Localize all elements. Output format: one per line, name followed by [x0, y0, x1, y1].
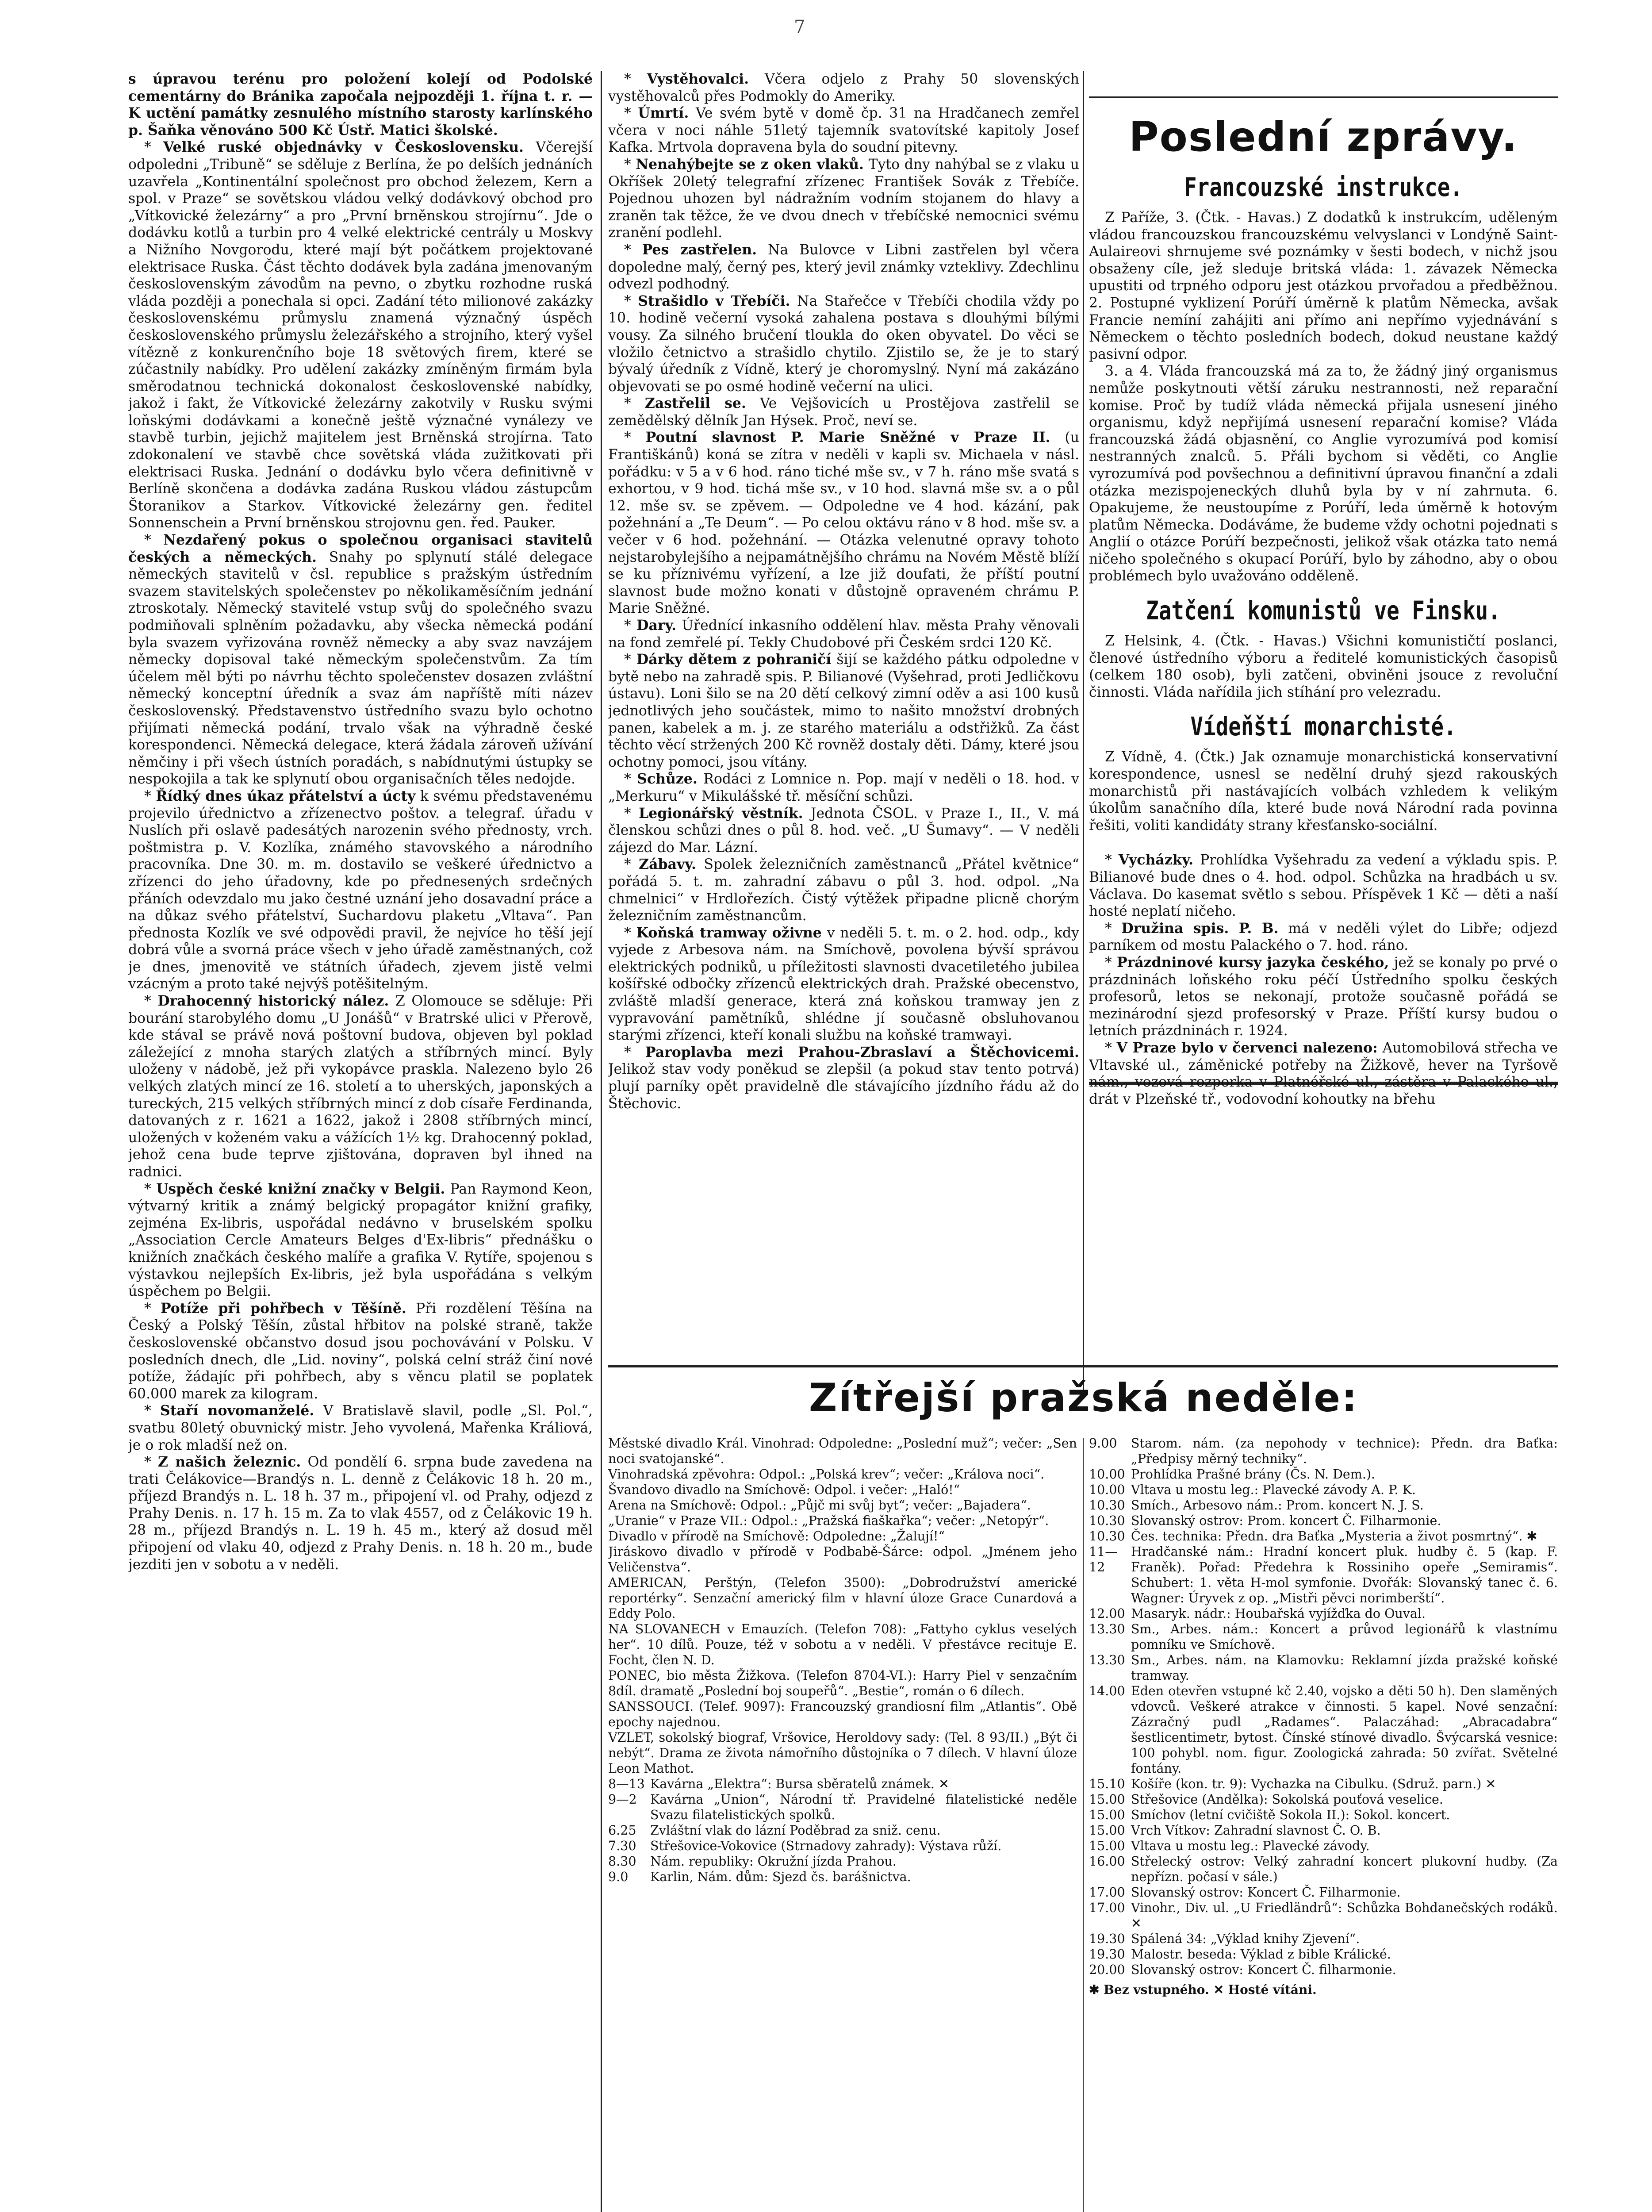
schedule-text: PONEC, bio města Žižkova. (Telefon 8704-VI.): Harry Piel v senzačním 8díl. dramatě „Poslední boj soupeřů“. „Bestie“, román o 6 dílech.	[608, 1668, 1077, 1698]
bullet-marker: *	[144, 139, 164, 156]
schedule-time: 17.00	[1089, 1901, 1125, 1915]
article-title: Nezdařený pokus o společnou organisaci stavitelů českých a německých.	[128, 532, 593, 565]
article-title: Poutní slavnost P. Marie Sněžné v Praze II.	[645, 429, 1050, 446]
schedule-text: Nám. republiky: Okružní jízda Prahou.	[650, 1854, 897, 1869]
schedule-text: Smíchov (letní cvičiště Sokola II.): Sokol. koncert.	[1131, 1808, 1450, 1822]
schedule-text: Masaryk. nádr.: Houbařská vyjížďka do Ouval.	[1131, 1606, 1426, 1621]
article	[128, 532, 593, 788]
schedule-row	[1089, 1931, 1558, 1947]
bullet-marker: *	[144, 1454, 158, 1471]
article	[608, 856, 1079, 924]
schedule-text: Městské divadlo Král. Vinohrad: Odpoledne: „Poslední muž“; večer: „Sen noci svatojanské“.	[608, 1436, 1077, 1466]
article-title: Legionářský věstník.	[639, 805, 803, 822]
bullet-marker: *	[1105, 954, 1117, 971]
schedule-row	[1089, 1436, 1558, 1467]
article-text: Z Helsink, 4. (Čtk. - Havas.) Všichni komunističtí poslanci, členové ústředního výboru a ředitelé komunistických časopisů (celkem 180 osob), byli zatčeni, obviněni jsouce z revoluční činnosti. Vláda nařídila jich stíhání pro velezradu.	[1089, 633, 1558, 700]
schedule-text: Vltava u mostu leg.: Plavecké závody A. P. K.	[1131, 1482, 1416, 1497]
article-title: Pes zastřelen.	[642, 241, 757, 258]
article	[1089, 954, 1558, 1040]
column-2	[608, 71, 1079, 1429]
article-text: Z Olomouce se sděluje: Při bourání starobylého domu „U Jonášů“ v Bratrské ulici v Přerově, kde stával se právě nová poštovní budova, objeven byl poklad záležející z mnoha starých zlatých a stříbrných mincí. Byly uloženy v nádobě, jež při vykopávce praskla. Nalezeno bylo 26 velkých zlatých mincí ze 16. století a to uherských, japonských a tureckých, 215 velkých stříbrných mincí z dob císaře Ferdinanda, datovaných z r. 1621 a 1622, jakož i 2808 stříbrných mincí, uložených v koženém vaku a vážících 1½ kg. Drahocenný poklad, jehož cena bude teprve zjištována, dopraven byl ihned na radnici.	[128, 993, 593, 1180]
schedule-time: 19.30	[1089, 1932, 1125, 1946]
article-title: Vycházky.	[1118, 852, 1194, 868]
article	[128, 1402, 593, 1454]
schedule-row	[608, 1544, 1077, 1575]
schedule-right-list	[1089, 1436, 1558, 2212]
article-title: Zábavy.	[639, 856, 696, 873]
article	[1089, 633, 1558, 701]
schedule-time: 7.30	[608, 1839, 636, 1853]
article-text: s úpravou terénu pro položení kolejí od Podolské cementárny do Bránika započala nejpozději 1. října t. r. — K uctění památky zesnulého místního starosty karlínského p. Šaňka věnováno 500 Kč Ústř. Matici školské.	[128, 71, 593, 138]
schedule-time: 8—13	[608, 1777, 645, 1791]
schedule-row	[1089, 1528, 1558, 1544]
article	[128, 1454, 593, 1573]
local-notices	[1089, 852, 1558, 1108]
bullet-marker: *	[144, 788, 156, 804]
schedule-time: 15.00	[1089, 1808, 1125, 1822]
article	[1089, 920, 1558, 954]
article	[608, 293, 1079, 396]
schedule-text: Divadlo v přírodě na Smíchově: Odpoledne: „Žalují!“	[608, 1529, 945, 1544]
article-text: Při rozdělení Těšína na Český a Polský Těšín, zůstal hřbitov na polské straně, takže československé občanstvo dosud jsou pochovávání v Polsku. V posledních dnech, dle „Lid. noviny“, polská celní stráž činí nové potíže, žádajíc při pohřbech, aby s věncu platil se poplatek 60.000 marek za kilogram.	[128, 1300, 593, 1402]
schedule-text: Vinohradská zpěvohra: Odpol.: „Polská krev“; večer: „Králova noci“.	[608, 1467, 1045, 1482]
article-text: Na Bulovce v Libni zastřelen byl včera dopoledne malý, černý pes, který jevil známky vzteklivy. Zdechlinu odvezl podhodný.	[608, 242, 1079, 292]
schedule-text: Karlin, Nám. dům: Sjezd čs. barášnictva.	[650, 1870, 911, 1884]
column-rule-2	[1083, 71, 1084, 1394]
article	[128, 139, 593, 532]
schedule-text: Košíře (kon. tr. 9): Vychazka na Cibulku. (Sdruž. parn.) ✕	[1131, 1777, 1496, 1791]
article	[128, 1300, 593, 1403]
schedule-row	[1089, 1962, 1558, 1978]
schedule-row	[1089, 1900, 1558, 1931]
article-text: Z Vídně, 4. (Čtk.) Jak oznamuje monarchistická konservativní korespondence, usnesl se nedělní druhý sjezd rakouských monarchistů při nastávajících volbách vzhledem k velikým úkolům sanačního díla, které bude nová Národní rada povinna řešiti, voliti kandidáty strany křesťansko-sociální.	[1089, 749, 1558, 833]
article-title: Schůze.	[637, 771, 698, 787]
article-text: Pan Raymond Keon, výtvarný kritik a známý belgický propagátor knižní grafiky, zejména Ex-libris, uspořádal nedávno v bruselském spolku „Association Cercle Amateurs Belges d'Ex-libris“ přednášku o knižních značkách českého malíře a grafika V. Rytíře, spojenou s výstavkou nejlepších Ex-libris, jež byla uspořádána s velkým úspěchem po Belgii.	[128, 1181, 593, 1300]
schedule-time: 10.30	[1089, 1498, 1125, 1513]
schedule-row	[1089, 1482, 1558, 1498]
bullet-marker: *	[624, 805, 639, 822]
article-text: Automobilová střecha ve Vltavské ul., záměnické potřeby na Žižkově, hever na Tyršově nám., vozová rozporka v Platnéřské ul., zástěra v Palackého ul., drát v Plzeňské tř., vodovodní kohoutky na břehu	[1089, 1040, 1558, 1107]
schedule-row	[608, 1869, 1077, 1885]
section-heading: Zatčení komunistů ve Finsku.	[1146, 595, 1501, 626]
schedule-text: Malostr. beseda: Výklad z bible Králické.	[1131, 1947, 1391, 1962]
schedule-time: 9—2	[608, 1792, 637, 1807]
schedule-text: Střešovice-Vokovice (Strnadovy zahrady): Výstava růží.	[650, 1839, 1002, 1853]
schedule-text: Jiráskovo divadlo v přírodě v Podbabě-Šárce: odpol. „Jménem jeho Veličenstva“.	[608, 1544, 1077, 1575]
schedule-text: NA SLOVANECH v Emauzích. (Telefon 708): „Fattyho cyklus veselých her“. 10 dílů. Pouze, též v sobotu a v neděli. V přestávce recituje E. Focht, člen N. D.	[608, 1622, 1077, 1667]
schedule-time: 11—12	[1089, 1544, 1118, 1575]
article-title: Úmrtí.	[638, 105, 689, 122]
article	[608, 156, 1079, 242]
schedule-row	[1089, 1776, 1558, 1792]
schedule-time: 13.30	[1089, 1622, 1125, 1636]
schedule-row	[1089, 1792, 1558, 1807]
schedule-row	[608, 1792, 1077, 1823]
article	[1089, 852, 1558, 920]
schedule-row	[608, 1467, 1077, 1482]
article-title: Vystěhovalci.	[647, 71, 749, 87]
article-title: Prázdninové kursy jazyka českého,	[1116, 954, 1389, 971]
article-title: Koňská tramway oživne	[636, 924, 822, 941]
article-title: Drahocenný historický nález.	[157, 993, 389, 1010]
article-text: Na Stařečce v Třebíči chodila vždy po 10. hodině večerní vysoká zahalena postava s dlouhými bílými vousy. Za silného bručení tloukla do oken obyvatel. Do věci se vložilo četnictvo a strašidlo chytilo. Zjistilo se, že je to starý bývalý úředník z Vídně, který je choromyslný. Nyní má zakázáno objevovati se po osmé hodině večerní na ulici.	[608, 293, 1079, 395]
schedule-time: 16.00	[1089, 1854, 1125, 1869]
article-text: V Bratislavě slavil, podle „Sl. Pol.“, svatbu 80letý obuvnický mistr. Jeho vyvolená, Mařenka Králiová, je o rok mladší než on.	[128, 1403, 593, 1453]
schedule-right-rows	[1089, 1436, 1558, 1978]
article-text: 3. a 4. Vláda francouzská má za to, že žádný jiný organismus nemůže poskytnouti větší záruku nestrannosti, než reparační komise. Proč by tudíž vláda německá přijala usnesení jiného organismu, když nepřijímá usnesení reparační komise? Vláda francouzská žádá objasnění, co Anglie vyrozumívá pod komisí nestranných znalců. 5. Přáli bychom si věděti, co Anglie vyrozumívá pod povšechnou a definitivní úpravou finanční a zdali otázka mezispojeneckých dluhů byla by v ní zahrnuta. 6. Opakujeme, že neustoupíme z Porúří, leda úměrně k hotovým platům Německa. Dodáváme, že budeme vždy ochotni pojednati s Anglií o otázce Porúří bezpečnosti, jelikož však otázka tato nemá ničeho společného s okupací Porúří, bylo by záhodno, aby o obou problémech bylo uvažováno odděleně.	[1089, 363, 1558, 584]
article-title: Nenahýbejte se z oken vlaků.	[636, 156, 864, 173]
schedule-row	[1089, 1838, 1558, 1854]
schedule-text: „Uranie“ v Praze VII.: Odpol.: „Pražská fiaškařka“; večer: „Netopýr“.	[608, 1513, 1049, 1528]
schedule-text: Slovanský ostrov: Koncert Č. filharmonie.	[1131, 1962, 1396, 1977]
schedule-time: 15.00	[1089, 1823, 1125, 1838]
schedule-row	[1089, 1854, 1558, 1885]
bullet-marker: *	[624, 1044, 645, 1060]
schedule-row	[608, 1668, 1077, 1699]
article	[1089, 363, 1558, 585]
schedule-time: 10.30	[1089, 1529, 1125, 1544]
schedule-text: Eden otevřen vstupné kč 2.40, vojsko a děti 50 h). Den slaměných vdovců. Veškeré atrakce v činnosti. 5 kapel. Nové senzační: Zázračný pudl „Radames“. Palaczáhad: „Abracadabra“ šestlicentimetr, bytost. Čínské stínové divadlo. Švýcarská vesnice: 100 pohybl. nom. figur. Zoologická zahrada: 50 zvířat. Světelné fontány.	[1131, 1684, 1558, 1776]
article	[608, 242, 1079, 293]
schedule-text: Slovanský ostrov: Prom. koncert Č. Filharmonie.	[1131, 1513, 1441, 1528]
article-text: šijí se každého pátku odpoledne v bytě nebo na zahradě spis. P. Bilianové (Vyšehrad, proti Jedličkovu ústavu). Loni šilo se na 20 dětí celkový zimní oděv a asi 100 kusů jednotlivých jeho součástek, mimo to našito množství drobných panen, kabelek a m. j. ze starého materiálu a odstřižků. Za část těchto věcí stržených 200 Kč rovněž dostaly děti. Dámy, které jsou ochotny pomoci, jsou vítány.	[608, 652, 1079, 770]
schedule-time: 19.30	[1089, 1947, 1125, 1962]
article-text: Z Paříže, 3. (Čtk. - Havas.) Z dodatků k instrukcím, uděleným vládou francouzskou francouzskému velvyslanci v Londýně Saint-Aulaireovi shrnujeme své poznámky v šesti bodech, v nichž jsou obsaženy cíle, jež sleduje britská vláda: 1. závazek Německa upustiti od trpného odporu jest otázkou prvořadou a předběžnou. 2. Postupné vyklizení Porúří úměrně k platům Německa, avšak Francie nemíní zahájiti ani přímo ani nepřímo vyjednávání s Německem o těchto posledních bodech, dokud neustane každý pasivní odpor.	[1089, 210, 1558, 362]
article-text: Úřednící inkasního oddělení hlav. města Prahy věnovali na fond zemřelé pí. Tekly Chudobové při Českém srdci 120 Kč.	[608, 618, 1079, 651]
bullet-marker: *	[144, 1403, 161, 1419]
schedule-row	[1089, 1513, 1558, 1528]
schedule-time: 9.0	[608, 1870, 629, 1884]
article-text: Snahy po splynutí stálé delegace německých stavitelů v čsl. republice s pražským ústředním svazem stavitelských společenstev po několikaměsíčním jednání ztroskotaly. Německý stavitelé vstup svůj do společného svazu podmiňovali splněním požadavku, aby všecka německá podání byla svazem vyřizována rovněž německy a aby svaz navzájem německy dopisoval také německým společenstvům. Za tím účelem měl býti po návrhu těchto společenstev dosazen zvláštní německý konceptní úředník a svaz ám napříště míti název československý. Představenstvo ústředního svazu bylo ochotno přijímati německá podání, trvalo však na výhradně české korespondenci. Německá delegace, která žádala zároveň užívání němčiny i při všech ústních poradách, s nabídnutými ústupky se nespokojila a tak ke splynutí obou organisačních těles nedojde.	[128, 549, 593, 787]
schedule-row	[1089, 1621, 1558, 1652]
article-text: jež se konaly po prvé o prázdninách loňského roku péčí Ústředního spolku českých profesorů, letos se nekonají, protože současně pořádá se mezinárodní sjezd profesorský v Praze. Příští kursy budou o letních prázdninách r. 1924.	[1089, 954, 1558, 1039]
schedule-text: SANSSOUCI. (Telef. 9097): Francouzský grandiosní film „Atlantis“. Obě epochy najednou.	[608, 1699, 1077, 1729]
schedule-text: Kavárna „Elektra“: Bursa sběratelů známek. ✕	[650, 1777, 949, 1791]
article	[1089, 749, 1558, 834]
schedule-row	[1089, 1498, 1558, 1513]
article-text: Jednota ČSOL. v Praze I., II., V. má členskou schůzi dnes o půl 8. hod. več. „U Šumavy“. — V neděli zájezd do Mar. Lázní.	[608, 805, 1079, 856]
article-title: V Praze bylo v červenci nalezeno:	[1116, 1039, 1378, 1056]
article-text: Tyto dny nahýbal se z vlaku u Okříšek 20letý telegrafní zřízenec František Sovák z Třebíče. Pojednou uhozen byl nádražním vodním stojanem do hlavy a zraněn tak těžce, že ve dvou dnech v třebíčské nemocnici svému zranění podlehl.	[608, 156, 1079, 241]
schedule-row	[1089, 1947, 1558, 1962]
bullet-marker: *	[624, 618, 637, 634]
bullet-marker: *	[624, 242, 642, 258]
article-text: (u Františkánů) koná se zítra v neděli v kapli sv. Michaela v násl. pořádku: v 5 a v 6 hod. ráno tiché mše sv., v 7 h. ráno mše svatá s exhortou, v 9 hod. tichá mše sv., v 10 hod. slavná mše sv. a o půl 12. mše sv. se zpěvem. — Odpoledne ve 4 hod. kázání, pak požehnání a „Te Deum“. — Po celou oktávu ráno v 8 hod. mše sv. a večer v 6 hod. požehnání. — Otázka velenutné opravy tohoto nejstarobylejšího a nejpamátnějšího chrámu na Novém Městě blíží se ku příznivému vyřízení, a lze již doufati, že příští poutní slavnost bude možno konati v důstojně opraveném chrámu P. Marie Sněžné.	[608, 430, 1079, 617]
schedule-time: 12.00	[1089, 1606, 1125, 1621]
latest-news-sections	[1089, 171, 1558, 834]
schedule-text: Střelecký ostrov: Velký zahradní koncert plukovní hudby. (Za nepřízn. počasí v sále.)	[1131, 1854, 1558, 1884]
schedule-row	[608, 1575, 1077, 1621]
schedule-text: Vinohr., Div. ul. „U Friedländrů“: Schůzka Bohdanečských rodáků. ✕	[1131, 1901, 1558, 1931]
schedule-row	[1089, 1544, 1558, 1606]
bullet-marker: *	[1105, 920, 1122, 937]
schedule-row	[608, 1838, 1077, 1854]
schedule-row	[608, 1823, 1077, 1838]
article-title: Z našich železnic.	[158, 1454, 301, 1471]
article	[128, 788, 593, 993]
article	[128, 1181, 593, 1300]
schedule-row	[608, 1854, 1077, 1869]
schedule-text: Arena na Smíchově: Odpol.: „Půjč mi svůj byt“; večer: „Bajadera“.	[608, 1498, 1031, 1513]
schedule-text: Prohlídka Prašné brány (Čs. N. Dem.).	[1131, 1467, 1376, 1482]
bullet-marker: *	[144, 1181, 157, 1197]
article-text: Jelikož stav vody poněkud se zlepšil (a pokud stav tento potrvá) plují parníky opět pravidelně dle stávajícího jízdního řádu až do Štěchovic.	[608, 1061, 1079, 1112]
schedule-text: Sm., Arbes. nám. na Klamovku: Reklamní jízda pražské koňské tramway.	[1131, 1653, 1558, 1683]
bullet-marker: *	[624, 856, 639, 873]
article-text: Od pondělí 6. srpna bude zavedena na trati Čelákovice—Brandýs n. L. denně z Čelákovic 18 h. 20 m., příjezd Brandýs n. L. 18 h. 37 m., připojení vl. od Prahy, odjezd z Prahy Denis. n. 17 h. 15 m. Za to vlak 4557, od z Čelákovic 19 h. 28 m., příjezd Brandýs n. L. 19 h. 45 m., který až dosud měl připojení od vlaku 40, odjezd z Prahy Denis. n. 18 h. 20 m., bude jezditi jen v sobotu a v neděli.	[128, 1454, 593, 1573]
schedule-row	[1089, 1807, 1558, 1823]
schedule-text: AMERICAN, Perštýn, (Telefon 3500): „Dobrodružství americké reportérky“. Senzační americký film v hlavní úloze Grace Cunardová a Eddy Polo.	[608, 1575, 1077, 1621]
article	[608, 805, 1079, 856]
schedule-time: 15.00	[1089, 1792, 1125, 1807]
article-text: Spolek železničních zaměstnanců „Přátel květnice“ pořádá 5. t. m. zahradní zábavu o půl 3. hod. odpol. „Na chmelnici“ v Hrdlořezích. Čistý výtěžek připadne plicně chorým železničním zaměstnancům.	[608, 856, 1079, 924]
column-1	[128, 71, 593, 2212]
schedule-row	[608, 1498, 1077, 1513]
article-text: Ve svém bytě v domě čp. 31 na Hradčanech zemřel včera v noci náhle 51letý tajemník svatovítské kapitoly Josef Kafka. Mrtvola dopravena byla do soudní pitevny.	[608, 105, 1079, 156]
schedule-row	[1089, 1885, 1558, 1900]
article-title: Dary.	[636, 617, 677, 634]
schedule-time: 10.00	[1089, 1467, 1125, 1482]
schedule-text: Starom. nám. (za nepohody v technice): Předn. dra Baťka: „Předpisy měrný techniky“.	[1131, 1436, 1558, 1466]
schedule-row	[608, 1621, 1077, 1668]
schedule-text: Vrch Vítkov: Zahradní slavnost Č. O. B.	[1131, 1823, 1381, 1838]
schedule-text: Čes. technika: Předn. dra Baťka „Mysteria a život posmrtný“. ✱	[1131, 1529, 1537, 1544]
article-title: Strašidlo v Třebíči.	[638, 292, 790, 309]
schedule-title: Zítřejší pražská neděle:	[809, 1375, 1359, 1421]
article-title: Družina spis. P. B.	[1121, 920, 1279, 937]
article	[608, 651, 1079, 771]
article-text: v neděli 5. t. m. o 2. hod. odp., kdy vyjede z Arbesova nám. na Smíchově, povolena bývší správou elektrických podniků, u příležitosti slavnosti dvacetiletého jubilea košířské odbočky zřízenců elektrických drah. Pražské obecenstvo, zvláště mladší generace, která zná koňskou tramway jen z vypravování pamětníků, shlédne jí současně obsluhovanou starými zřízenci, kteří konali službu na koňské tramwayi.	[608, 925, 1079, 1044]
article-text: Včerejší odpoledni „Tribuně“ se sděluje z Berlína, že po delších jednáních uzavřela „Kontinentální společnost pro obchod železem, Kern a spol. v Praze“ se sovětskou vládou velký dodávkový obchod pro „Vítkovické železárny“ a pro „První brněnskou strojírnu“. Jde o dodávku kotlů a turbin pro 4 velké elektrické centrály u Moskvy a Nižního Novgorodu, které mají být počátkem projektované elektrisace Ruska. Část těchto dodávek byla zadána jmenovaným československým závodům na pevno, o zbytku rozhodne ruská vláda později a ponechala si opci. Zadání této milionové zakázky československému průmyslu znamená význačný úspěch československého průmyslu železářského a strojního, který vyšel vítězně z konkurenčního boje 18 světových firem, které se zúčastnily nabídky. Pro udělení zakázky zmíněným firmám byla směrodatnou technická dokonalost československé nabídky, jakož i fakt, že Vítkovické železárny zakotvily v Rusku svými loňskými dodávkami a konečně ještě význačné vynálezy ve stavbě turbin, jejichž majitelem jest Brněnská strojírna. Tato zdokonalení ve stavbě chce sovětská vláda zužitkovati při elektrisaci Ruska. Jednání o dodávku bylo včera definitivně v Berlíně skončena a dodávka zadána Ruskou vládou zástupcům Štoranikov a Starkov. Vítkovické železárny gen. ředitel Sonnenschein a První brněnskou strojovnu gen. řed. Pauker.	[128, 139, 593, 531]
bullet-marker: *	[144, 532, 164, 549]
article	[1089, 209, 1558, 363]
column-rule-1	[601, 71, 602, 2212]
article	[128, 71, 593, 139]
article-text: Prohlídka Vyšehradu za vedení a výkladu spis. P. Bilianové bude dnes o 4. hod. odpol. Schůzka na hradbách u sv. Václava. Do kasemat světlo s sebou. Příspěvek 1 Kč — děti a naší hosté neplatí ničeho.	[1089, 852, 1558, 920]
article	[608, 71, 1079, 105]
article	[608, 925, 1079, 1044]
article-text: Rodáci z Lomnice n. Pop. mají v neděli o 18. hod. v „Merkuru“ v Mikulášské tř. měsíční schůzi.	[608, 771, 1079, 804]
schedule-text: Střešovice (Andělka): Sokolská pouťová veselice.	[1131, 1792, 1443, 1807]
article-title: Velké ruské objednávky v Československu.	[163, 139, 524, 156]
bullet-marker: *	[624, 71, 647, 87]
schedule-time: 10.30	[1089, 1513, 1125, 1528]
schedule-text: Hradčanské nám.: Hradní koncert pluk. hudby č. 5 (kap. F. Franěk). Pořad: Předehra k Rossiniho opeře „Semiramis“. Schubert: 1. věta H-mol symfonie. Dvořák: Slovanský tanec č. 6. Wagner: Úryvek z op. „Mistři pěvci norimberští“.	[1131, 1544, 1558, 1605]
schedule-row	[1089, 1823, 1558, 1838]
article	[608, 617, 1079, 651]
schedule-left-list	[608, 1436, 1077, 2212]
article	[1089, 1040, 1558, 1108]
bullet-marker: *	[624, 156, 636, 173]
schedule-text: Švandovo divadlo na Smíchově: Odpol. i večer: „Haló!“	[608, 1482, 960, 1497]
schedule-time: 10.00	[1089, 1482, 1125, 1497]
bullet-marker: *	[144, 993, 158, 1010]
article-text: Včera odjelo z Prahy 50 slovenských vystěhovalců přes Podmokly do Ameriky.	[608, 71, 1079, 104]
article	[128, 993, 593, 1181]
bullet-marker: *	[624, 430, 646, 446]
schedule-time: 9.00	[1089, 1436, 1117, 1451]
schedule-row	[1089, 1652, 1558, 1683]
bullet-marker: *	[624, 652, 636, 668]
schedule-row	[608, 1482, 1077, 1498]
schedule-row	[608, 1528, 1077, 1544]
bullet-marker: *	[144, 1300, 161, 1317]
schedule-row	[608, 1436, 1077, 1467]
schedule-time: 15.10	[1089, 1777, 1125, 1791]
article-title: Zastřelil se.	[644, 395, 746, 412]
article	[608, 1044, 1079, 1112]
bullet-marker: *	[1105, 852, 1119, 868]
article-title: Potíže při pohřbech v Těšíně.	[160, 1300, 406, 1317]
bullet-marker: *	[624, 396, 645, 412]
schedule-time: 14.00	[1089, 1684, 1125, 1698]
article	[608, 105, 1079, 156]
schedule-time: 6.25	[608, 1823, 636, 1838]
page-number: 7	[794, 17, 805, 37]
article-title: Dárky dětem z pohraničí	[636, 651, 832, 668]
schedule-text: Spálená 34: „Výklad knihy Zjevení“.	[1131, 1932, 1360, 1946]
schedule-time: 15.00	[1089, 1839, 1125, 1853]
schedule-row	[608, 1699, 1077, 1730]
article-text: k svému představenému projevilo úřednictvo a zřízenectvo poštov. a telegraf. úřadu v Nuslích při oslavě padesátých narozenin svého přednosty, vrch. poštmistra p. V. Kozlíka, známého stavovského a národního pracovníka. Dne 30. m. m. dostavilo se veškeré úřednictvo a zřízenci do jeho úřadovny, kde po přednesených srdečných přáních odevzdalo mu jako čestné uznání jeho dosavadní práce a na důkaz svého přátelství, Suchardovu plaketu „Vltava“. Pan přednosta Kozlík ve své odpovědi pravil, že nejvíce ho těší její dobrá vůle a svorná práce všech v jeho úřadě zaměstnaných, což je dnes, jmenovitě ve státních úřadech, zjevem jistě velmi vzácným a proto také nejvýš potěšitelným.	[128, 788, 593, 992]
bullet-marker: *	[624, 771, 637, 787]
schedule-text: Smích., Arbesovo nám.: Prom. koncert N. J. S.	[1131, 1498, 1424, 1513]
schedule-footnote: ✱ Bez vstupného. ✕ Hosté vítáni.	[1089, 1982, 1317, 1997]
schedule-row	[608, 1730, 1077, 1776]
bullet-marker: *	[624, 293, 638, 309]
schedule-text: VZLET, sokolský biograf, Vršovice, Heroldovy sady: (Tel. 8 93/II.) „Být či nebýt“. Drama ze života námořního důstojníka o 7 dílech. V hlavní úloze Leon Mathot.	[608, 1730, 1077, 1776]
article-title: Uspěch české knižní značky v Belgii.	[156, 1180, 445, 1197]
schedule-row	[1089, 1467, 1558, 1482]
schedule-row	[1089, 1606, 1558, 1621]
article-title: Paroplavba mezi Prahou-Zbraslaví a Štěchovicemi.	[645, 1044, 1079, 1060]
schedule-text: Vltava u mostu leg.: Plavecké závody.	[1131, 1839, 1370, 1853]
schedule-text: Kavárna „Union“, Národní tř. Pravidelné filatelistické neděle Svazu filatelistických spolků.	[650, 1792, 1077, 1822]
bullet-marker: *	[624, 105, 638, 122]
schedule-row	[608, 1776, 1077, 1792]
latest-news-headline: Poslední zprávy.	[1129, 113, 1518, 161]
schedule-time: 17.00	[1089, 1885, 1125, 1900]
section-heading: Francouzské instrukce.	[1184, 172, 1463, 202]
article-text: Ve Vejšovicích u Prostějova zastřelil se zemědělský dělník Jan Hýsek. Proč, neví se.	[608, 396, 1079, 429]
bullet-marker: *	[1105, 1040, 1117, 1056]
section-heading: Vídeňští monarchisté.	[1190, 711, 1457, 742]
article	[608, 395, 1079, 429]
article-title: Řídký dnes úkaz přátelství a úcty	[156, 787, 416, 804]
schedule-time: 20.00	[1089, 1962, 1125, 1977]
article	[608, 771, 1079, 805]
schedule-text: Sm., Arbes. nám.: Koncert a průvod legionářů k vlastnímu pomníku ve Smíchově.	[1131, 1622, 1558, 1652]
bullet-marker: *	[624, 925, 636, 941]
schedule-time: 13.30	[1089, 1653, 1125, 1667]
article-text: má v neděli výlet do Libře; odjezd parníkem od mostu Palackého o 7. hod. ráno.	[1089, 920, 1558, 954]
schedule-time: 8.30	[608, 1854, 636, 1869]
schedule-row	[1089, 1683, 1558, 1776]
column-rule-3	[1083, 1438, 1084, 2212]
column-3-latest-news	[1089, 71, 1558, 1429]
schedule-text: Zvláštní vlak do lázní Poděbrad za sniž. cenu.	[650, 1823, 941, 1838]
schedule-text: Slovanský ostrov: Koncert Č. Filharmonie.	[1131, 1885, 1401, 1900]
article	[608, 429, 1079, 617]
schedule-row	[608, 1513, 1077, 1528]
article-title: Staří novomanželé.	[160, 1402, 314, 1419]
